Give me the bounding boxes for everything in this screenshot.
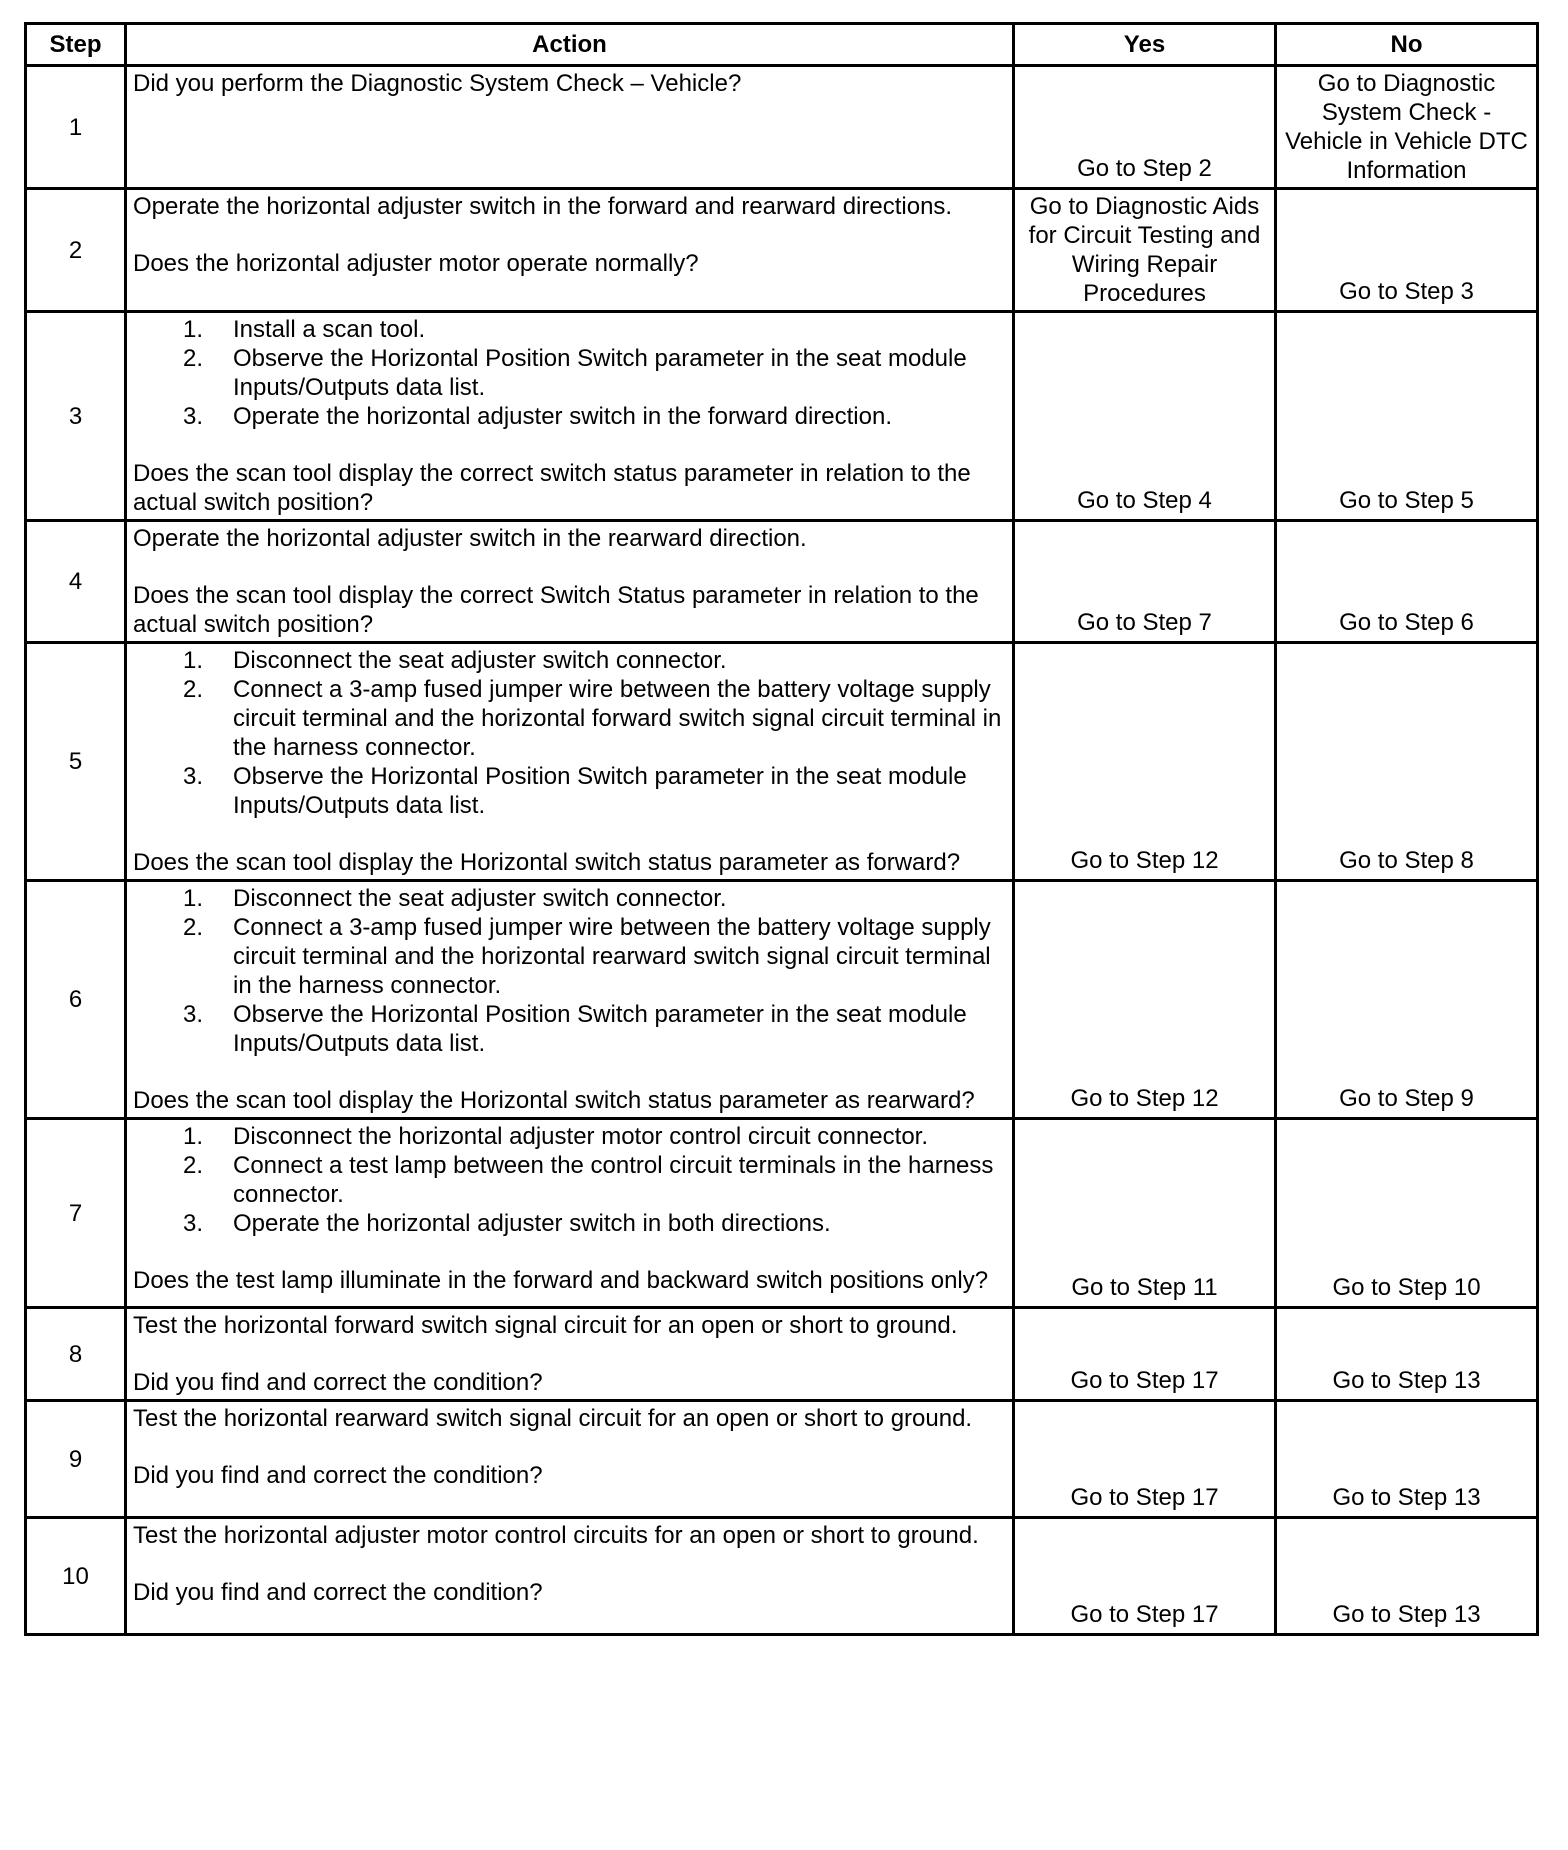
action-step-text: Connect a 3-amp fused jumper wire between the battery voltage supply circuit terminal and the horizontal rearward switch signal circuit terminal in the harness connector. <box>233 914 991 999</box>
diagnostic-table <box>24 22 1539 1636</box>
action-question: Did you find and correct the condition? <box>133 1369 543 1396</box>
action-step-number: 2. <box>183 345 204 372</box>
action-step-number: 2. <box>183 676 204 703</box>
action-cell <box>126 521 1014 643</box>
action-cell <box>126 1308 1014 1401</box>
action-step-number: 3. <box>183 403 204 430</box>
action-step-text: Operate the horizontal adjuster switch in the forward direction. <box>233 403 893 430</box>
table-body <box>26 66 1538 1635</box>
step-number: 7 <box>26 1119 126 1308</box>
action-step-item <box>133 315 1006 344</box>
yes-outcome: Go to Step 17 <box>1014 1518 1276 1635</box>
action-step-number: 2. <box>183 914 204 941</box>
step-number: 8 <box>26 1308 126 1401</box>
no-outcome: Go to Step 5 <box>1276 312 1538 521</box>
header-step: Step <box>26 24 126 66</box>
action-step-item <box>133 884 1006 913</box>
no-outcome: Go to Step 13 <box>1276 1308 1538 1401</box>
action-step-number: 3. <box>183 1001 204 1028</box>
action-cell <box>126 1119 1014 1308</box>
action-instruction: Operate the horizontal adjuster switch in the forward and rearward directions. <box>133 193 953 220</box>
action-step-item <box>133 1000 1006 1058</box>
action-question: Did you find and correct the condition? <box>133 1579 543 1606</box>
action-step-number: 1. <box>183 647 204 674</box>
yes-outcome: Go to Step 2 <box>1014 66 1276 189</box>
step-number: 1 <box>26 66 126 189</box>
action-step-text: Disconnect the horizontal adjuster motor control circuit connector. <box>233 1123 929 1150</box>
action-step-text: Disconnect the seat adjuster switch connector. <box>233 647 727 674</box>
yes-outcome: Go to Step 17 <box>1014 1308 1276 1401</box>
no-outcome: Go to Step 13 <box>1276 1401 1538 1518</box>
action-step-item <box>133 1209 1006 1238</box>
yes-outcome: Go to Step 12 <box>1014 881 1276 1119</box>
action-step-text: Disconnect the seat adjuster switch connector. <box>233 885 727 912</box>
action-step-item <box>133 1151 1006 1209</box>
step-number: 5 <box>26 643 126 881</box>
header-action: Action <box>126 24 1014 66</box>
step-number: 9 <box>26 1401 126 1518</box>
no-outcome: Go to Step 13 <box>1276 1518 1538 1635</box>
action-step-number: 1. <box>183 316 204 343</box>
action-step-text: Observe the Horizontal Position Switch parameter in the seat module Inputs/Outputs data list. <box>233 763 967 819</box>
header-yes: Yes <box>1014 24 1276 66</box>
yes-outcome: Go to Step 11 <box>1014 1119 1276 1308</box>
table-row <box>26 521 1538 643</box>
action-step-item <box>133 675 1006 762</box>
no-outcome: Go to Diagnostic System Check - Vehicle in Vehicle DTC Information <box>1276 66 1538 189</box>
yes-outcome: Go to Step 4 <box>1014 312 1276 521</box>
action-question: Does the scan tool display the Horizontal switch status parameter as forward? <box>133 849 961 876</box>
action-question: Does the scan tool display the correct Switch Status parameter in relation to the actual switch position? <box>133 582 979 638</box>
action-instruction: Did you perform the Diagnostic System Check – Vehicle? <box>133 70 742 97</box>
table-row <box>26 643 1538 881</box>
table-row <box>26 189 1538 312</box>
table-row <box>26 312 1538 521</box>
action-question: Does the test lamp illuminate in the forward and backward switch positions only? <box>133 1267 989 1294</box>
no-outcome: Go to Step 6 <box>1276 521 1538 643</box>
action-step-number: 2. <box>183 1152 204 1179</box>
yes-outcome: Go to Step 7 <box>1014 521 1276 643</box>
action-step-number: 3. <box>183 1210 204 1237</box>
no-outcome: Go to Step 3 <box>1276 189 1538 312</box>
action-steps-list <box>133 884 1006 1058</box>
table-row <box>26 1119 1538 1308</box>
no-outcome: Go to Step 9 <box>1276 881 1538 1119</box>
action-step-number: 3. <box>183 763 204 790</box>
table-row <box>26 1308 1538 1401</box>
action-step-text: Observe the Horizontal Position Switch parameter in the seat module Inputs/Outputs data list. <box>233 345 967 401</box>
action-step-item <box>133 913 1006 1000</box>
no-outcome: Go to Step 8 <box>1276 643 1538 881</box>
action-instruction: Operate the horizontal adjuster switch in the rearward direction. <box>133 525 807 552</box>
action-question: Does the scan tool display the Horizontal switch status parameter as rearward? <box>133 1087 975 1114</box>
action-cell <box>126 1518 1014 1635</box>
action-steps-list <box>133 1122 1006 1238</box>
action-steps-list <box>133 646 1006 820</box>
action-cell <box>126 189 1014 312</box>
action-step-item <box>133 402 1006 431</box>
action-step-text: Observe the Horizontal Position Switch parameter in the seat module Inputs/Outputs data list. <box>233 1001 967 1057</box>
action-step-text: Install a scan tool. <box>233 316 426 343</box>
action-question: Does the scan tool display the correct switch status parameter in relation to the actual switch position? <box>133 460 971 516</box>
action-step-item <box>133 762 1006 820</box>
action-question: Does the horizontal adjuster motor operate normally? <box>133 250 699 277</box>
action-instruction: Test the horizontal rearward switch signal circuit for an open or short to ground. <box>133 1405 973 1432</box>
table-row <box>26 1401 1538 1518</box>
action-step-item <box>133 1122 1006 1151</box>
yes-outcome: Go to Step 17 <box>1014 1401 1276 1518</box>
header-no: No <box>1276 24 1538 66</box>
action-step-text: Connect a 3-amp fused jumper wire between the battery voltage supply circuit terminal and the horizontal forward switch signal circuit terminal in the harness connector. <box>233 676 1002 761</box>
action-step-text: Operate the horizontal adjuster switch in both directions. <box>233 1210 831 1237</box>
no-outcome: Go to Step 10 <box>1276 1119 1538 1308</box>
action-cell <box>126 66 1014 189</box>
step-number: 3 <box>26 312 126 521</box>
step-number: 4 <box>26 521 126 643</box>
action-instruction: Test the horizontal adjuster motor control circuits for an open or short to ground. <box>133 1522 979 1549</box>
table-row <box>26 881 1538 1119</box>
step-number: 2 <box>26 189 126 312</box>
action-step-item <box>133 344 1006 402</box>
action-steps-list <box>133 315 1006 431</box>
table-row <box>26 66 1538 189</box>
action-cell <box>126 643 1014 881</box>
action-step-text: Connect a test lamp between the control circuit terminals in the harness connector. <box>233 1152 994 1208</box>
action-step-item <box>133 646 1006 675</box>
yes-outcome: Go to Diagnostic Aids for Circuit Testing and Wiring Repair Procedures <box>1014 189 1276 312</box>
table-row <box>26 1518 1538 1635</box>
action-cell <box>126 312 1014 521</box>
action-question: Did you find and correct the condition? <box>133 1462 543 1489</box>
step-number: 10 <box>26 1518 126 1635</box>
yes-outcome: Go to Step 12 <box>1014 643 1276 881</box>
action-step-number: 1. <box>183 885 204 912</box>
action-step-number: 1. <box>183 1123 204 1150</box>
action-cell <box>126 1401 1014 1518</box>
header-row <box>26 24 1538 66</box>
step-number: 6 <box>26 881 126 1119</box>
action-instruction: Test the horizontal forward switch signal circuit for an open or short to ground. <box>133 1312 958 1339</box>
action-cell <box>126 881 1014 1119</box>
